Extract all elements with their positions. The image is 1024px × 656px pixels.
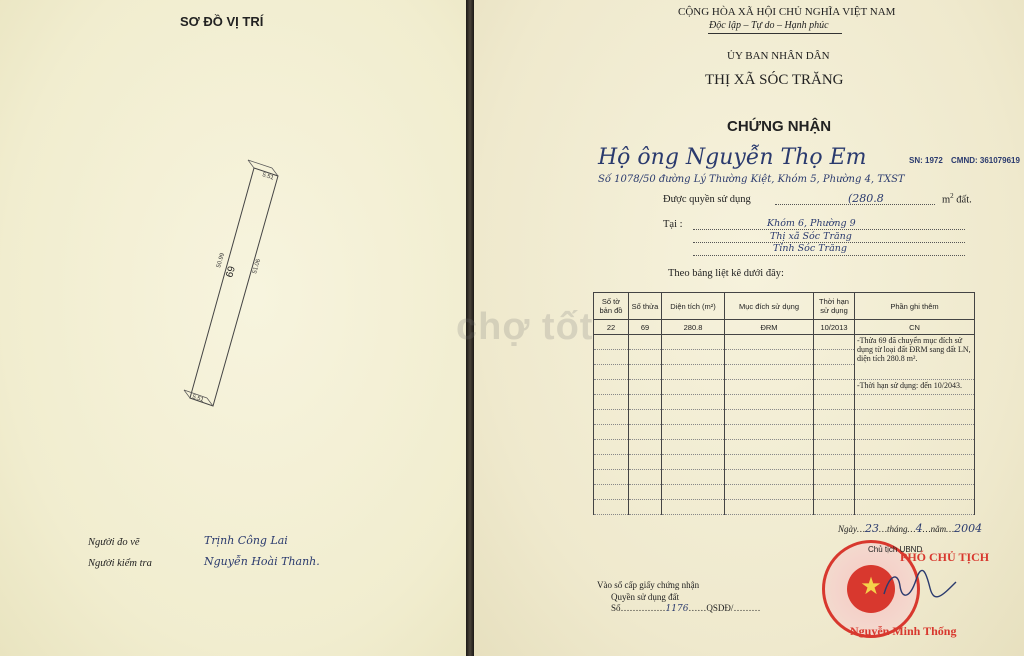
land-table [593,292,975,515]
cell-purpose: ĐRM [725,320,814,335]
edge-left-label: 50.99 [216,252,227,269]
watermark: chợ tốt [456,306,594,348]
chairman-label: Chủ tịch UBND [868,545,923,554]
star-icon: ★ [860,574,882,600]
cell-map-sheet: 22 [594,320,629,335]
table-row [594,425,975,440]
motto-underline [708,33,842,34]
left-page [0,0,466,656]
table-row [594,335,975,350]
parcel-outline [190,168,278,406]
cell-area: 280.8 [662,320,725,335]
location-label: Tại : [663,219,683,230]
checker-label: Người kiểm tra [88,558,152,569]
cell-parcel: 69 [629,320,662,335]
parcel-diagram [170,150,300,420]
table-row [594,500,975,515]
location-line-1: Khóm 6, Phường 9 [767,218,856,229]
nation-heading: CỘNG HÒA XÃ HỘI CHỦ NGHĨA VIỆT NAM [678,6,896,18]
registry-line-2: Quyền sử dụng đất [611,592,680,602]
registry-line-1: Vào sổ cấp giấy chứng nhận [597,580,700,590]
table-row [594,485,975,500]
committee-heading: ỦY BAN NHÂN DÂN [727,50,830,62]
signature [880,568,960,602]
note-2: -Thời hạn sử dụng: đến 10/2043. [855,380,975,395]
table-row [594,440,975,455]
parcel-number: 69 [224,265,238,279]
note-1: -Thửa 69 đã chuyển mục đích sử dụng từ loại đất ĐRM sang đất LN, diện tích 280.8 m². [855,335,975,380]
cell-notes: CN [855,320,975,335]
list-intro: Theo bảng liệt kê dưới đây: [668,268,784,279]
motto: Độc lập – Tự do – Hạnh phúc [709,20,829,31]
header-term: Thời hạn sử dụng [814,293,855,320]
registry-number: Số……………1176……QSDĐ/……… [611,603,761,614]
signing-date: Ngày…23…tháng…4…năm…2004 [838,522,983,535]
header-notes: Phần ghi thêm [855,293,975,320]
edge-bottom-label: 5.51 [191,394,205,404]
header-parcel: Số thửa [629,293,662,320]
signer-name: Nguyễn Minh Thống [850,624,957,638]
table-row [594,320,975,335]
location-line-2: Thị xã Sóc Trăng [770,231,852,242]
surveyor-label: Người đo vẽ [88,537,140,548]
certify-heading: CHỨNG NHẬN [727,118,832,135]
table-header-row [594,293,975,320]
surveyor-name: Trịnh Công Lai [204,534,288,547]
vice-chairman-title: PHÓ CHỦ TỊCH [900,550,990,564]
birth-year: SN: 1972 [909,156,943,165]
owner-address: Số 1078/50 đường Lý Thường Kiệt, Khóm 5, Phường 4, TXST [598,174,905,185]
table-row [594,410,975,425]
header-area: Diện tích (m²) [662,293,725,320]
edge-right-label: 51.06 [252,258,263,275]
table-row [594,380,975,395]
id-number: CMND: 361079619 [951,156,1020,165]
area-unit: $m^2$ đất. [942,192,972,206]
checker-name: Nguyễn Hoài Thanh. [204,555,320,568]
header-map-sheet: Số tờ bản đồ [594,293,629,320]
area-value: (280.8 [848,192,884,205]
site-plan-title: SƠ ĐỒ VỊ TRÍ [180,14,264,29]
owner-name: Hộ ông Nguyễn Thọ Em [598,145,867,170]
use-right-label: Được quyền sử dụng [663,194,751,205]
header-purpose: Mục đích sử dụng [725,293,814,320]
edge-top-label: 5.51 [261,172,275,182]
cell-term: 10/2013 [814,320,855,335]
table-row [594,470,975,485]
table-row [594,395,975,410]
location-dots-3 [693,255,965,256]
town-heading: THỊ XÃ SÓC TRĂNG [705,72,844,88]
location-dots-1 [693,229,965,230]
table-row [594,455,975,470]
location-line-3: Tỉnh Sóc Trăng [773,243,847,254]
